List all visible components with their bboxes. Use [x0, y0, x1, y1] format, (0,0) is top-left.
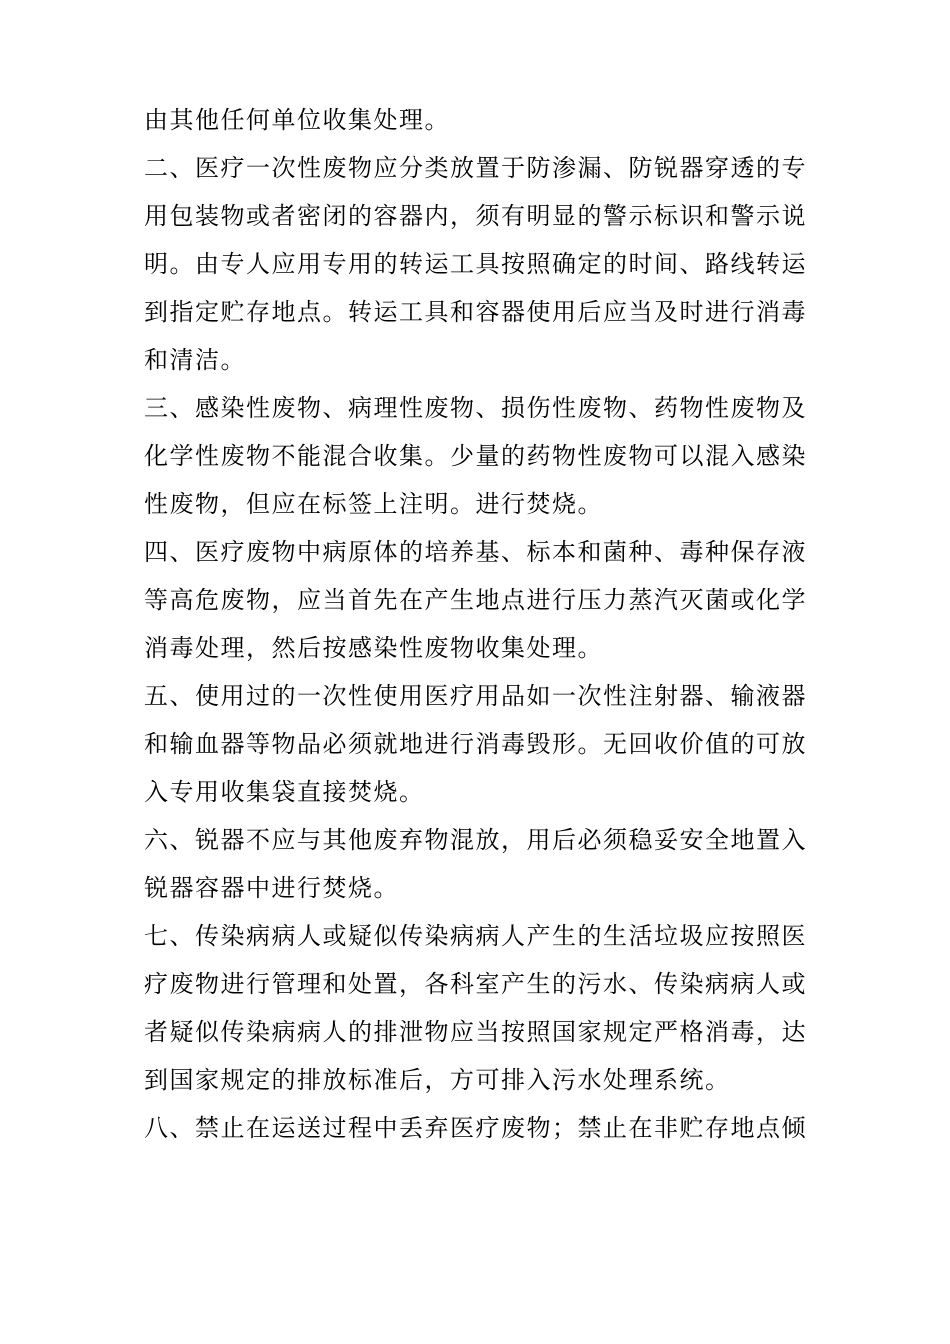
- text-line: 和清洁。: [144, 346, 246, 374]
- text-line: 四、医疗废物中病原体的培养基、标本和菌种、毒种保存液: [144, 538, 807, 566]
- text-line: 消毒处理，然后按感染性废物收集处理。: [144, 634, 603, 662]
- text-line: 入专用收集袋直接焚烧。: [144, 778, 425, 806]
- text-line: 五、使用过的一次性使用医疗用品如一次性注射器、输液器: [144, 682, 807, 710]
- text-line: 八、禁止在运送过程中丢弃医疗废物；禁止在非贮存地点倾: [144, 1114, 807, 1142]
- text-line: 用包装物或者密闭的容器内，须有明显的警示标识和警示说: [144, 202, 807, 230]
- text-line: 到指定贮存地点。转运工具和容器使用后应当及时进行消毒: [144, 298, 807, 326]
- text-line: 性废物，但应在标签上注明。进行焚烧。: [144, 490, 603, 518]
- text-line: 由其他任何单位收集处理。: [144, 106, 450, 134]
- document-body: [144, 96, 824, 1152]
- text-line: 和输血器等物品必须就地进行消毒毁形。无回收价值的可放: [144, 730, 807, 758]
- text-line: 二、医疗一次性废物应分类放置于防渗漏、防锐器穿透的专: [144, 154, 807, 182]
- text-line: 七、传染病病人或疑似传染病病人产生的生活垃圾应按照医: [144, 922, 807, 950]
- text-line: 六、锐器不应与其他废弃物混放，用后必须稳妥安全地置入: [144, 826, 807, 854]
- text-line: 者疑似传染病病人的排泄物应当按照国家规定严格消毒，达: [144, 1018, 807, 1046]
- text-line: 锐器容器中进行焚烧。: [144, 874, 399, 902]
- text-line: 到国家规定的排放标准后，方可排入污水处理系统。: [144, 1066, 731, 1094]
- text-line: 疗废物进行管理和处置，各科室产生的污水、传染病病人或: [144, 970, 807, 998]
- text-line: 等高危废物，应当首先在产生地点进行压力蒸汽灭菌或化学: [144, 586, 807, 614]
- text-line: 三、感染性废物、病理性废物、损伤性废物、药物性废物及: [144, 394, 807, 422]
- text-line: 明。由专人应用专用的转运工具按照确定的时间、路线转运: [144, 250, 807, 278]
- text-line: 化学性废物不能混合收集。少量的药物性废物可以混入感染: [144, 442, 807, 470]
